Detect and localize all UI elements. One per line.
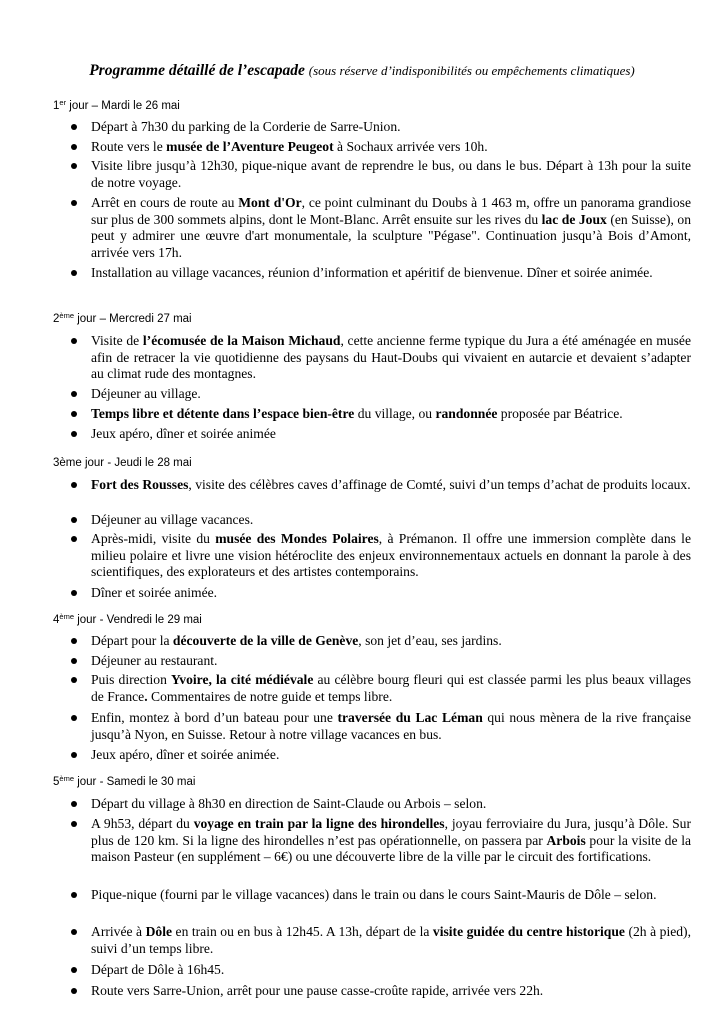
list-item: Visite de l’écomusée de la Maison Michaud, cette ancienne ferme typique du Jura a été aménagée en musée afin de retracer la vie quotidienne des paysans du Haut-Doubs qui vivaient en autarcie et devaient s’adapter au climat rude des montagnes. (91, 333, 691, 382)
day-heading: 1er jour – Mardi le 26 mai (53, 98, 180, 112)
list-item: Déjeuner au village. (91, 386, 691, 403)
day-heading: 4ème jour - Vendredi le 29 mai (53, 612, 202, 626)
title-subtitle: (sous réserve d’indisponibilités ou empêchements climatiques) (308, 63, 635, 78)
list-item: Pique-nique (fourni par le village vacances) dans le train ou dans le cours Saint-Mauris de Dôle – selon. (91, 887, 691, 904)
list-item: Fort des Rousses, visite des célèbres caves d’affinage de Comté, suivi d’un temps d’achat de produits locaux. (91, 477, 691, 492)
list-item: Départ du village à 8h30 en direction de Saint-Claude ou Arbois – selon. (91, 796, 691, 813)
list-item: Dîner et soirée animée. (91, 585, 691, 602)
list-item: Départ de Dôle à 16h45. (91, 962, 691, 979)
list-item: Temps libre et détente dans l’espace bien-être du village, ou randonnée proposée par Béatrice. (91, 406, 691, 423)
day-heading: 2ème jour – Mercredi 27 mai (53, 311, 192, 325)
list-item: Arrêt en cours de route au Mont d'Or, ce point culminant du Doubs à 1 463 m, offre un panorama grandiose sur plus de 300 sommets alpins, dont le Mont-Blanc. Arrêt ensuite sur les rives du lac de Joux (en Suisse), on peut y admirer une œuvre d'art monumentale, la sculpture "Pégase". Continuation jusqu’à Bois d’Amont, arrivée vers 17h. (91, 195, 691, 261)
list-item: Départ à 7h30 du parking de la Corderie de Sarre-Union. (91, 119, 691, 136)
list-item: Visite libre jusqu’à 12h30, pique-nique avant de reprendre le bus, ou dans le bus. Départ à 13h pour la suite de notre voyage. (91, 158, 691, 190)
day-heading: 3ème jour - Jeudi le 28 mai (53, 457, 192, 469)
list-item: Déjeuner au restaurant. (91, 653, 691, 670)
list-item: Jeux apéro, dîner et soirée animée (91, 426, 691, 443)
list-item: Après-midi, visite du musée des Mondes Polaires, à Prémanon. Il offre une immersion complète dans le milieu polaire et livre une vision hétéroclite des enjeux environnementaux actuels en donnant la parole à des scientifiques, des explorateurs et des artistes contemporains. (91, 531, 691, 580)
list-item: Route vers le musée de l’Aventure Peugeot à Sochaux arrivée vers 10h. (91, 139, 691, 156)
list-item: Jeux apéro, dîner et soirée animée. (91, 747, 691, 764)
list-item: A 9h53, départ du voyage en train par la ligne des hirondelles, joyau ferroviaire du Jura, jusqu’à Dôle. Sur plus de 120 km. Si la ligne des hirondelles n’est pas opérationnelle, on passera par Arbois pour la visite de la maison Pasteur (en supplément – 6€) ou une découverte libre de la ville par le circuit des fortifications. (91, 816, 692, 865)
list-item: Installation au village vacances, réunion d’information et apéritif de bienvenue. Dîner et soirée animée. (91, 265, 691, 282)
list-item: Enfin, montez à bord d’un bateau pour une traversée du Lac Léman qui nous mènera de la rive française jusqu’à Nyon, en Suisse. Retour à notre village vacances en bus. (91, 710, 691, 742)
day-heading: 5ème jour - Samedi le 30 mai (53, 774, 196, 788)
list-item: Route vers Sarre-Union, arrêt pour une pause casse-croûte rapide, arrivée vers 22h. (91, 983, 691, 1000)
list-item: Arrivée à Dôle en train ou en bus à 12h45. A 13h, départ de la visite guidée du centre historique (2h à pied), suivi d’un temps libre. (91, 924, 691, 956)
list-item: Déjeuner au village vacances. (91, 512, 691, 529)
list-item: Départ pour la découverte de la ville de Genève, son jet d’eau, ses jardins. (91, 633, 691, 650)
list-item: Puis direction Yvoire, la cité médiévale au célèbre bourg fleuri qui est classée parmi les plus beaux villages de France. Commentaires de notre guide et temps libre. (91, 672, 691, 704)
document-title (0, 62, 724, 80)
title-main: Programme détaillé de l’escapade (89, 62, 305, 79)
